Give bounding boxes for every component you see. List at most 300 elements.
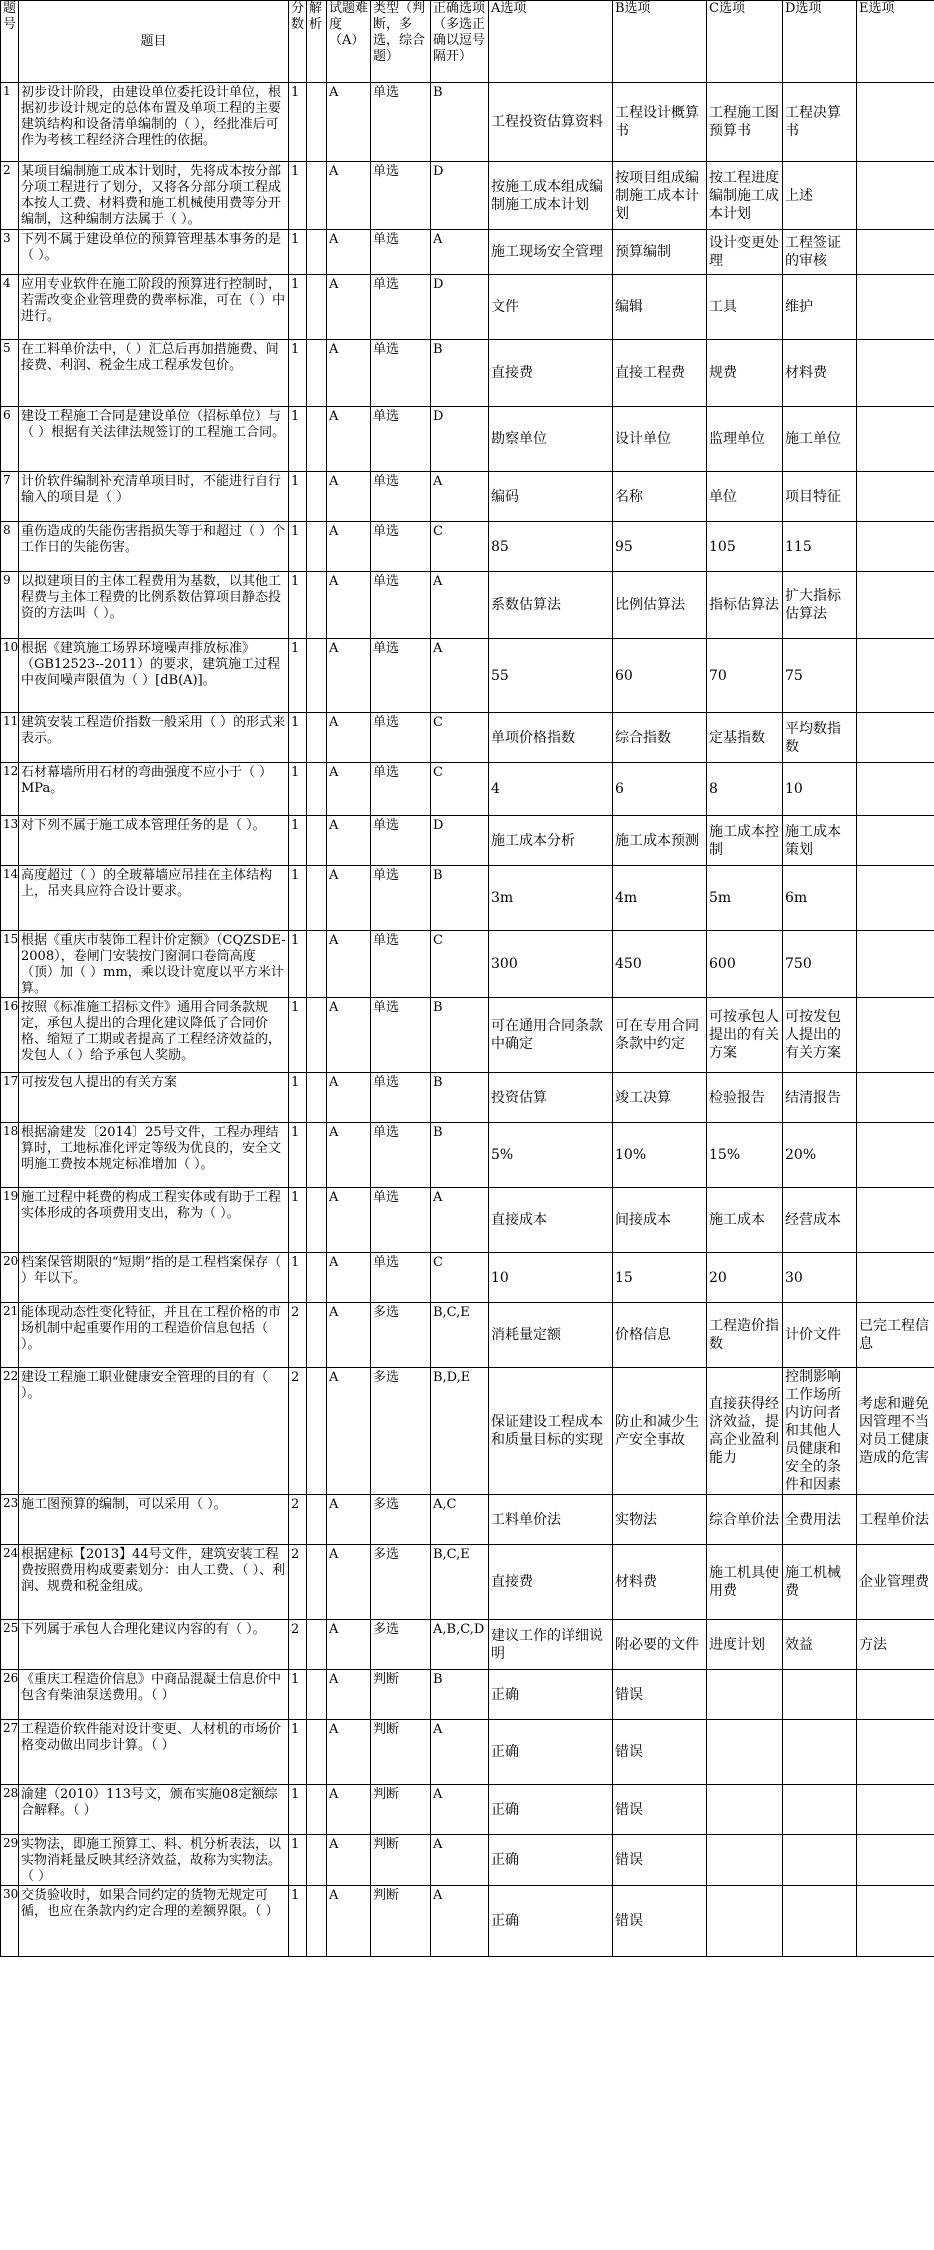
option-d: 全费用法: [783, 1495, 857, 1545]
type-cell: 单选: [371, 407, 431, 472]
answer-cell: A,C: [431, 1495, 489, 1545]
row-number: 6: [1, 407, 19, 472]
option-e: 企业管理费: [857, 1545, 934, 1620]
analysis-cell: [307, 1073, 327, 1123]
option-b: 材料费: [613, 1545, 707, 1620]
score-cell: 2: [289, 1545, 307, 1620]
answer-cell: A: [431, 1835, 489, 1886]
header-question: 题目: [19, 1, 289, 83]
option-c: 直接获得经济效益，提高企业盈利能力: [707, 1368, 783, 1495]
option-e: 方法: [857, 1620, 934, 1670]
row-number: 19: [1, 1188, 19, 1253]
difficulty-cell: A: [327, 1670, 371, 1720]
score-cell: 2: [289, 1368, 307, 1495]
option-e: [857, 1123, 934, 1188]
answer-cell: A: [431, 230, 489, 275]
difficulty-cell: A: [327, 866, 371, 931]
answer-cell: B: [431, 1670, 489, 1720]
option-a: 正确: [489, 1886, 613, 1957]
analysis-cell: [307, 1253, 327, 1303]
question-text: 根据《重庆市装饰工程计价定额》（CQZSDE-2008），卷闸门安装按门窗洞口卷筒高度（顶）加（ ）mm，乘以设计宽度以平方米计算。: [19, 931, 289, 998]
question-text: 施工图预算的编制，可以采用（ ）。: [19, 1495, 289, 1545]
table-row: [1, 1303, 934, 1368]
analysis-cell: [307, 1785, 327, 1835]
answer-cell: B: [431, 83, 489, 162]
type-cell: 单选: [371, 1123, 431, 1188]
option-b: 综合指数: [613, 713, 707, 763]
question-text: 工程造价软件能对设计变更、人材机的市场价格变动做出同步计算。（ ）: [19, 1720, 289, 1785]
analysis-cell: [307, 472, 327, 522]
option-c: 70: [707, 639, 783, 713]
option-e: [857, 472, 934, 522]
option-b: 附必要的文件: [613, 1620, 707, 1670]
option-e: [857, 83, 934, 162]
type-cell: 多选: [371, 1303, 431, 1368]
type-cell: 多选: [371, 1368, 431, 1495]
option-e: [857, 340, 934, 407]
score-cell: 1: [289, 1253, 307, 1303]
analysis-cell: [307, 275, 327, 340]
table-row: [1, 1545, 934, 1620]
table-row: [1, 162, 934, 230]
table-row: [1, 1835, 934, 1886]
score-cell: 1: [289, 340, 307, 407]
option-e: [857, 639, 934, 713]
option-e: [857, 816, 934, 866]
type-cell: 单选: [371, 1188, 431, 1253]
option-a: 投资估算: [489, 1073, 613, 1123]
option-d: 项目特征: [783, 472, 857, 522]
answer-cell: D: [431, 275, 489, 340]
answer-cell: B: [431, 998, 489, 1073]
option-c: 105: [707, 522, 783, 572]
question-text: 按照《标准施工招标文件》通用合同条款规定，承包人提出的合理化建议降低了合同价格、缩短了工期或者提高了工程经济效益的，发包人（ ）给予承包人奖励。: [19, 998, 289, 1073]
question-text: 计价软件编制补充清单项目时，不能进行自行输入的项目是（ ）: [19, 472, 289, 522]
type-cell: 单选: [371, 1253, 431, 1303]
option-c: 可按承包人提出的有关方案: [707, 998, 783, 1073]
answer-cell: A: [431, 472, 489, 522]
difficulty-cell: A: [327, 1303, 371, 1368]
option-e: 已完工程信息: [857, 1303, 934, 1368]
option-a: 编码: [489, 472, 613, 522]
option-c: 检验报告: [707, 1073, 783, 1123]
option-d: 扩大指标估算法: [783, 572, 857, 639]
answer-cell: C: [431, 713, 489, 763]
row-number: 9: [1, 572, 19, 639]
option-c: 20: [707, 1253, 783, 1303]
question-text: 建设工程施工职业健康安全管理的目的有（ ）。: [19, 1368, 289, 1495]
option-e: [857, 275, 934, 340]
option-d: 施工成本策划: [783, 816, 857, 866]
question-text: 根据渝建发〔2014〕25号文件，工程办理结算时，工地标准化评定等级为优良的，安全文明施工费按本规定标准增加（ ）。: [19, 1123, 289, 1188]
option-b: 价格信息: [613, 1303, 707, 1368]
difficulty-cell: A: [327, 230, 371, 275]
type-cell: 单选: [371, 162, 431, 230]
type-cell: 多选: [371, 1545, 431, 1620]
option-e: [857, 763, 934, 816]
type-cell: 判断: [371, 1785, 431, 1835]
option-d: 结清报告: [783, 1073, 857, 1123]
row-number: 7: [1, 472, 19, 522]
difficulty-cell: A: [327, 407, 371, 472]
option-d: 6m: [783, 866, 857, 931]
option-b: 预算编制: [613, 230, 707, 275]
option-d: [783, 1835, 857, 1886]
score-cell: 1: [289, 763, 307, 816]
answer-cell: A: [431, 572, 489, 639]
option-b: 竣工决算: [613, 1073, 707, 1123]
option-d: 上述: [783, 162, 857, 230]
option-d: 10: [783, 763, 857, 816]
option-b: 名称: [613, 472, 707, 522]
option-b: 错误: [613, 1720, 707, 1785]
option-b: 6: [613, 763, 707, 816]
option-a: 可在通用合同条款中确定: [489, 998, 613, 1073]
option-b: 错误: [613, 1835, 707, 1886]
option-a: 勘察单位: [489, 407, 613, 472]
analysis-cell: [307, 1720, 327, 1785]
option-d: 效益: [783, 1620, 857, 1670]
option-c: 定基指数: [707, 713, 783, 763]
difficulty-cell: A: [327, 763, 371, 816]
row-number: 8: [1, 522, 19, 572]
option-a: 3m: [489, 866, 613, 931]
difficulty-cell: A: [327, 1073, 371, 1123]
option-a: 300: [489, 931, 613, 998]
option-d: [783, 1785, 857, 1835]
option-e: [857, 1073, 934, 1123]
option-b: 比例估算法: [613, 572, 707, 639]
type-cell: 单选: [371, 816, 431, 866]
option-b: 可在专用合同条款中约定: [613, 998, 707, 1073]
option-a: 正确: [489, 1835, 613, 1886]
analysis-cell: [307, 1835, 327, 1886]
question-text: 以拟建项目的主体工程费用为基数，以其他工程费与主体工程费的比例系数估算项目静态投资的方法叫（ ）。: [19, 572, 289, 639]
question-text: 某项目编制施工成本计划时，先将成本按分部分项工程进行了划分，又将各分部分项工程成本按人工费、材料费和施工机械使用费等分开编制，这种编制方法属于（ ）。: [19, 162, 289, 230]
table-row: [1, 572, 934, 639]
type-cell: 单选: [371, 472, 431, 522]
option-a: 正确: [489, 1720, 613, 1785]
option-a: 施工现场安全管理: [489, 230, 613, 275]
difficulty-cell: A: [327, 998, 371, 1073]
difficulty-cell: A: [327, 522, 371, 572]
type-cell: 单选: [371, 340, 431, 407]
option-a: 系数估算法: [489, 572, 613, 639]
difficulty-cell: A: [327, 340, 371, 407]
option-a: 5%: [489, 1123, 613, 1188]
option-c: 600: [707, 931, 783, 998]
table-row: [1, 1073, 934, 1123]
analysis-cell: [307, 639, 327, 713]
option-d: 计价文件: [783, 1303, 857, 1368]
answer-cell: C: [431, 522, 489, 572]
analysis-cell: [307, 522, 327, 572]
option-c: 工程施工图预算书: [707, 83, 783, 162]
type-cell: 单选: [371, 763, 431, 816]
difficulty-cell: A: [327, 275, 371, 340]
analysis-cell: [307, 1188, 327, 1253]
score-cell: 1: [289, 572, 307, 639]
type-cell: 判断: [371, 1670, 431, 1720]
question-text: 可按发包人提出的有关方案: [19, 1073, 289, 1123]
analysis-cell: [307, 866, 327, 931]
question-text: 下列属于承包人合理化建议内容的有（ ）。: [19, 1620, 289, 1670]
table-row: [1, 1720, 934, 1785]
type-cell: 单选: [371, 931, 431, 998]
question-text: 对下列不属于施工成本管理任务的是（ ）。: [19, 816, 289, 866]
table-row: [1, 1253, 934, 1303]
answer-cell: C: [431, 763, 489, 816]
option-c: 5m: [707, 866, 783, 931]
type-cell: 多选: [371, 1495, 431, 1545]
answer-cell: A: [431, 1188, 489, 1253]
option-a: 按施工成本组成编制施工成本计划: [489, 162, 613, 230]
option-c: 施工成本控制: [707, 816, 783, 866]
table-row: [1, 1886, 934, 1957]
option-d: 工程决算书: [783, 83, 857, 162]
option-b: 错误: [613, 1785, 707, 1835]
option-d: [783, 1670, 857, 1720]
table-row: [1, 1495, 934, 1545]
option-d: 30: [783, 1253, 857, 1303]
option-c: 单位: [707, 472, 783, 522]
question-text: 建设工程施工合同是建设单位（招标单位）与（ ）根据有关法律法规签订的工程施工合同。: [19, 407, 289, 472]
table-row: [1, 713, 934, 763]
question-text: 实物法，即施工预算工、料、机分析表法，以实物消耗量反映其经济效益，故称为实物法。（ ）: [19, 1835, 289, 1886]
option-a: 保证建设工程成本和质量目标的实现: [489, 1368, 613, 1495]
score-cell: 1: [289, 931, 307, 998]
header-answer: 正确选项（多选正确以逗号隔开）: [431, 1, 489, 83]
difficulty-cell: A: [327, 1720, 371, 1785]
option-c: 施工机具使用费: [707, 1545, 783, 1620]
question-text: 在工料单价法中，（ ）汇总后再加措施费、间接费、利润、税金生成工程承发包价。: [19, 340, 289, 407]
option-e: [857, 230, 934, 275]
answer-cell: B: [431, 866, 489, 931]
option-d: [783, 1886, 857, 1957]
answer-cell: B,C,E: [431, 1303, 489, 1368]
option-c: [707, 1835, 783, 1886]
row-number: 10: [1, 639, 19, 713]
question-text: 初步设计阶段，由建设单位委托设计单位，根据初步设计规定的总体布置及单项工程的主要建筑结构和设备清单编制的（ ），经批准后可作为考核工程经济合理性的依据。: [19, 83, 289, 162]
row-number: 15: [1, 931, 19, 998]
option-e: [857, 522, 934, 572]
answer-cell: A,B,C,D: [431, 1620, 489, 1670]
analysis-cell: [307, 713, 327, 763]
table-row: [1, 340, 934, 407]
row-number: 20: [1, 1253, 19, 1303]
table-row: [1, 1620, 934, 1670]
option-d: 115: [783, 522, 857, 572]
option-e: [857, 1188, 934, 1253]
analysis-cell: [307, 998, 327, 1073]
difficulty-cell: A: [327, 816, 371, 866]
difficulty-cell: A: [327, 1188, 371, 1253]
option-b: 工程设计概算书: [613, 83, 707, 162]
analysis-cell: [307, 1123, 327, 1188]
option-d: 平均数指数: [783, 713, 857, 763]
difficulty-cell: A: [327, 713, 371, 763]
table-row: [1, 230, 934, 275]
type-cell: 单选: [371, 275, 431, 340]
score-cell: 1: [289, 162, 307, 230]
option-d: 维护: [783, 275, 857, 340]
option-b: 直接工程费: [613, 340, 707, 407]
option-a: 85: [489, 522, 613, 572]
type-cell: 单选: [371, 866, 431, 931]
analysis-cell: [307, 763, 327, 816]
score-cell: 1: [289, 1720, 307, 1785]
question-text: 下列不属于建设单位的预算管理基本事务的是（ ）。: [19, 230, 289, 275]
analysis-cell: [307, 1545, 327, 1620]
score-cell: 2: [289, 1303, 307, 1368]
type-cell: 单选: [371, 639, 431, 713]
option-d: 75: [783, 639, 857, 713]
option-b: 错误: [613, 1886, 707, 1957]
type-cell: 单选: [371, 713, 431, 763]
type-cell: 判断: [371, 1720, 431, 1785]
table-row: [1, 1785, 934, 1835]
analysis-cell: [307, 1886, 327, 1957]
difficulty-cell: A: [327, 1620, 371, 1670]
option-c: 设计变更处理: [707, 230, 783, 275]
row-number: 2: [1, 162, 19, 230]
option-b: 编辑: [613, 275, 707, 340]
option-a: 工程投资估算资料: [489, 83, 613, 162]
option-b: 实物法: [613, 1495, 707, 1545]
answer-cell: A: [431, 1785, 489, 1835]
option-c: 综合单价法: [707, 1495, 783, 1545]
option-e: 考虑和避免因管理不当对员工健康造成的危害: [857, 1368, 934, 1495]
row-number: 25: [1, 1620, 19, 1670]
header-score: 分数: [289, 1, 307, 83]
table-row: [1, 763, 934, 816]
option-d: [783, 1720, 857, 1785]
type-cell: 单选: [371, 522, 431, 572]
score-cell: 1: [289, 639, 307, 713]
option-b: 60: [613, 639, 707, 713]
analysis-cell: [307, 1368, 327, 1495]
question-text: 渝建（2010）113号文，颁布实施08定额综合解释。（ ）: [19, 1785, 289, 1835]
type-cell: 多选: [371, 1620, 431, 1670]
option-a: 正确: [489, 1670, 613, 1720]
answer-cell: D: [431, 407, 489, 472]
type-cell: 判断: [371, 1835, 431, 1886]
option-a: 建议工作的详细说明: [489, 1620, 613, 1670]
question-text: 根据建标【2013】44号文件，建筑安装工程费按照费用构成要素划分：由人工费、（ ）、利润、规费和税金组成。: [19, 1545, 289, 1620]
row-number: 23: [1, 1495, 19, 1545]
option-a: 直接费: [489, 340, 613, 407]
option-b: 95: [613, 522, 707, 572]
question-text: 重伤造成的失能伤害指损失等于和超过（ ）个工作日的失能伤害。: [19, 522, 289, 572]
difficulty-cell: A: [327, 639, 371, 713]
option-d: 工程签证的审核: [783, 230, 857, 275]
question-text: 档案保管期限的“短期”指的是工程档案保存（ ）年以下。: [19, 1253, 289, 1303]
option-b: 防止和减少生产安全事故: [613, 1368, 707, 1495]
header-type: 类型（判断，多选，综合题）: [371, 1, 431, 83]
header-option-c: C选项: [707, 1, 783, 83]
analysis-cell: [307, 1670, 327, 1720]
option-a: 直接费: [489, 1545, 613, 1620]
analysis-cell: [307, 407, 327, 472]
question-text: 交货验收时，如果合同约定的货物无规定可循，也应在条款内约定合理的差额界限。（ ）: [19, 1886, 289, 1957]
analysis-cell: [307, 816, 327, 866]
score-cell: 1: [289, 1670, 307, 1720]
row-number: 3: [1, 230, 19, 275]
option-e: [857, 572, 934, 639]
option-c: [707, 1670, 783, 1720]
option-c: 指标估算法: [707, 572, 783, 639]
row-number: 26: [1, 1670, 19, 1720]
score-cell: 1: [289, 407, 307, 472]
option-c: 8: [707, 763, 783, 816]
option-a: 工料单价法: [489, 1495, 613, 1545]
score-cell: 1: [289, 275, 307, 340]
option-e: [857, 1253, 934, 1303]
option-e: [857, 407, 934, 472]
option-e: [857, 1720, 934, 1785]
row-number: 5: [1, 340, 19, 407]
score-cell: 1: [289, 83, 307, 162]
option-b: 15: [613, 1253, 707, 1303]
table-row: [1, 83, 934, 162]
analysis-cell: [307, 1620, 327, 1670]
analysis-cell: [307, 162, 327, 230]
score-cell: 1: [289, 713, 307, 763]
answer-cell: C: [431, 931, 489, 998]
option-b: 设计单位: [613, 407, 707, 472]
type-cell: 单选: [371, 998, 431, 1073]
option-e: [857, 162, 934, 230]
analysis-cell: [307, 230, 327, 275]
option-d: 20%: [783, 1123, 857, 1188]
question-text: 施工过程中耗费的构成工程实体或有助于工程实体形成的各项费用支出，称为（ ）。: [19, 1188, 289, 1253]
option-b: 错误: [613, 1670, 707, 1720]
option-a: 直接成本: [489, 1188, 613, 1253]
row-number: 27: [1, 1720, 19, 1785]
score-cell: 1: [289, 1886, 307, 1957]
answer-cell: D: [431, 162, 489, 230]
option-b: 按项目组成编制施工成本计划: [613, 162, 707, 230]
option-d: 施工机械费: [783, 1545, 857, 1620]
type-cell: 单选: [371, 230, 431, 275]
option-b: 施工成本预测: [613, 816, 707, 866]
table-row: [1, 1188, 934, 1253]
score-cell: 1: [289, 866, 307, 931]
answer-cell: B: [431, 1123, 489, 1188]
table-row: [1, 1368, 934, 1495]
score-cell: 1: [289, 1073, 307, 1123]
option-c: 工具: [707, 275, 783, 340]
question-text: 能体现动态性变化特征，并且在工程价格的市场机制中起重要作用的工程造价信息包括（ ）。: [19, 1303, 289, 1368]
option-e: [857, 713, 934, 763]
answer-cell: B: [431, 340, 489, 407]
option-a: 消耗量定额: [489, 1303, 613, 1368]
difficulty-cell: A: [327, 1253, 371, 1303]
option-d: 材料费: [783, 340, 857, 407]
difficulty-cell: A: [327, 1495, 371, 1545]
question-text: 石材幕墙所用石材的弯曲强度不应小于（ ）MPa。: [19, 763, 289, 816]
answer-cell: B,C,E: [431, 1545, 489, 1620]
answer-cell: C: [431, 1253, 489, 1303]
header-no: 题号: [1, 1, 19, 83]
type-cell: 判断: [371, 1886, 431, 1957]
answer-cell: D: [431, 816, 489, 866]
score-cell: 1: [289, 816, 307, 866]
row-number: 21: [1, 1303, 19, 1368]
option-e: [857, 1886, 934, 1957]
score-cell: 1: [289, 1835, 307, 1886]
option-c: 监理单位: [707, 407, 783, 472]
